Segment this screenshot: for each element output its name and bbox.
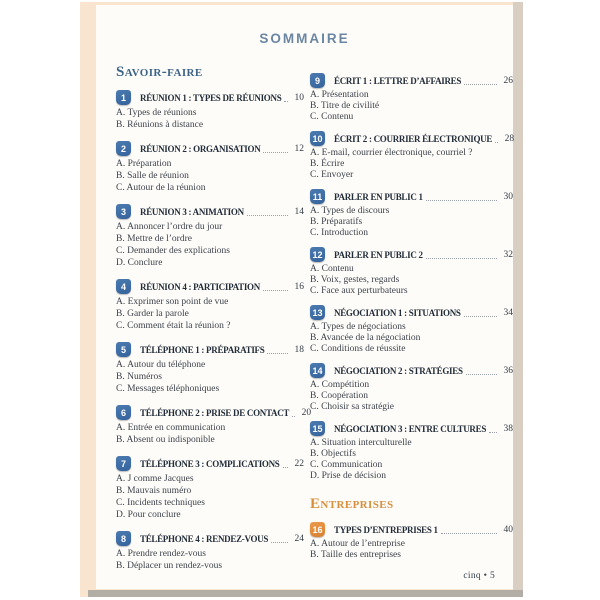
entry-title: PARLER EN PUBLIC 1 [334, 191, 423, 202]
entry-page-number: 16 [294, 281, 304, 292]
toc-subitem: C. Comment était la réunion ? [116, 321, 231, 331]
entry-page-number: 24 [294, 533, 304, 544]
dotted-leader [495, 142, 498, 143]
toc-subitem: B. Coopération [310, 391, 369, 401]
toc-entry [116, 279, 304, 332]
entry-page-number: 26 [503, 75, 513, 86]
entry-title: TYPES D’ENTREPRISES 1 [334, 524, 438, 535]
toc-subitem: B. Déplacer un rendez-vous [116, 561, 223, 571]
toc-subitem: A. Prendre rendez-vous [116, 549, 206, 559]
toc-column-left [116, 64, 312, 582]
entry-title: TÉLÉPHONE 1 : PRÉPARATIFS [140, 344, 265, 355]
toc-entry [310, 421, 513, 482]
toc-subitem: A. Présentation [310, 90, 369, 100]
toc-entry [310, 522, 513, 561]
toc-subitem: A. Préparation [116, 159, 172, 169]
entry-title: NÉGOCIATION 1 : SITUATIONS [334, 307, 461, 318]
toc-subitem: A. Types de réunions [116, 108, 197, 118]
page-right-edge [513, 2, 523, 597]
toc-subitem: C. Face aux perturbateurs [310, 286, 408, 296]
toc-entry [116, 342, 304, 395]
entry-page-number: 28 [504, 133, 515, 144]
entry-number-badge: 14 [310, 363, 325, 378]
entry-title: TÉLÉPHONE 3 : COMPLICATIONS [140, 458, 280, 469]
toc-entry [116, 456, 304, 521]
toc-columns [96, 64, 513, 582]
entry-title: RÉUNION 2 : ORGANISATION [140, 143, 261, 154]
toc-entry [116, 204, 304, 269]
entry-title: PARLER EN PUBLIC 2 [334, 249, 423, 260]
entry-title: RÉUNION 4 : PARTICIPATION [140, 281, 260, 292]
toc-subitem: A. Types de discours [310, 206, 390, 216]
toc-subitem: A. Exprimer son point de vue [116, 297, 229, 307]
toc-subitem: B. Réunions à distance [116, 120, 204, 130]
toc-subitem: A. Contenu [310, 264, 354, 274]
entry-title: NÉGOCIATION 3 : ENTRE CULTURES [334, 423, 487, 434]
dotted-leader [426, 200, 497, 201]
dotted-leader [267, 353, 288, 354]
toc-subitem: C. Conditions de réussite [310, 344, 406, 354]
toc-subitem: D. Pour conclure [116, 510, 181, 520]
dotted-leader [263, 290, 288, 291]
toc-subitem: B. Numéros [116, 372, 162, 382]
toc-entry-heading [310, 363, 513, 378]
toc-entry-heading [310, 421, 513, 436]
toc-entry [116, 90, 304, 131]
dotted-leader [466, 374, 497, 375]
entry-number-badge: 7 [116, 456, 131, 471]
section-entreprises: Entreprises [310, 496, 394, 512]
page-title: SOMMAIRE [259, 31, 350, 46]
entry-page-number: 18 [294, 344, 304, 355]
toc-entry-heading [116, 279, 304, 294]
toc-subitem: D. Prise de décision [310, 471, 386, 481]
toc-subitem: B. Préparatifs [310, 217, 363, 227]
dotted-leader [489, 432, 497, 433]
entry-page-number: 30 [503, 191, 513, 202]
dotted-leader [283, 467, 289, 468]
toc-entry [310, 247, 513, 297]
entry-number-badge: 12 [310, 247, 325, 262]
entry-number-badge: 6 [116, 405, 131, 420]
toc-entry-heading [116, 342, 304, 357]
toc-entry [310, 305, 513, 355]
toc-entry [116, 531, 304, 572]
toc-subitem: C. Envoyer [310, 170, 354, 180]
toc-subitem: C. Demander des explications [116, 246, 230, 256]
toc-subitem: B. Mettre de l’ordre [116, 234, 192, 244]
entry-page-number: 36 [503, 365, 513, 376]
toc-entry-heading [310, 73, 513, 88]
dotted-leader [247, 215, 288, 216]
toc-entry [116, 405, 312, 446]
entry-page-number: 38 [503, 423, 513, 434]
toc-column-right [310, 64, 513, 582]
toc-subitem: A. E-mail, courrier électronique, courriel ? [310, 148, 473, 158]
toc-subitem: B. Absent ou indisponible [116, 435, 215, 445]
entries-savoir-faire-right [310, 73, 513, 482]
toc-subitem: B. Écrire [310, 159, 345, 169]
toc-entry-heading [310, 247, 513, 262]
toc-entry-heading [310, 131, 513, 146]
toc-subitem: B. Voix, gestes, regards [310, 275, 400, 285]
toc-subitem: B. Mauvais numéro [116, 486, 192, 496]
entries-savoir-faire-left [116, 90, 312, 572]
toc-subitem: A. Entrée en communication [116, 423, 226, 433]
toc-subitem: A. Autour de l’entreprise [310, 539, 405, 549]
dotted-leader [464, 316, 497, 317]
entry-title: TÉLÉPHONE 2 : PRISE DE CONTACT [140, 407, 290, 418]
toc-entry-heading [116, 204, 304, 219]
dotted-leader [271, 542, 288, 543]
entry-number-badge: 8 [116, 531, 131, 546]
toc-entry-heading [116, 531, 304, 546]
entry-title: ÉCRIT 2 : COURRIER ÉLECTRONIQUE [334, 133, 493, 144]
entry-number-badge: 10 [310, 131, 325, 146]
entry-page-number: 22 [294, 458, 304, 469]
entry-number-badge: 13 [310, 305, 325, 320]
toc-subitem: B. Taille des entreprises [310, 550, 401, 560]
entry-number-badge: 5 [116, 342, 131, 357]
toc-subitem: A. Autour du téléphone [116, 360, 206, 370]
toc-subitem: A. J comme Jacques [116, 474, 194, 484]
toc-subitem: B. Avancée de la négociation [310, 333, 421, 343]
toc-subitem: C. Messages téléphoniques [116, 384, 220, 394]
page-bottom-shadow [88, 590, 523, 597]
dotted-leader [263, 152, 288, 153]
toc-entry-heading [310, 189, 513, 204]
toc-subitem: C. Contenu [310, 112, 354, 122]
toc-entry-heading [116, 90, 304, 105]
dotted-leader [292, 416, 295, 417]
entry-number-badge: 11 [310, 189, 325, 204]
toc-subitem: B. Salle de réunion [116, 171, 189, 181]
toc-subitem: A. Situation interculturelle [310, 438, 412, 448]
entries-entreprises [310, 522, 513, 561]
entry-page-number: 34 [503, 307, 513, 318]
entry-number-badge: 2 [116, 141, 131, 156]
toc-subitem: A. Annoncer l’ordre du jour [116, 222, 223, 232]
entry-number-badge: 3 [116, 204, 131, 219]
toc-subitem: B. Objectifs [310, 449, 356, 459]
entry-page-number: 10 [294, 92, 304, 103]
section-savoir-faire: Savoir-faire [116, 64, 203, 80]
entry-title: NÉGOCIATION 2 : STRATÉGIES [334, 365, 463, 376]
entry-number-badge: 1 [116, 90, 131, 105]
dotted-leader [464, 84, 497, 85]
toc-subitem: A. Types de négociations [310, 322, 406, 332]
toc-entry-heading [116, 405, 312, 420]
toc-entry-heading [116, 141, 304, 156]
scanned-book-page [80, 2, 523, 597]
toc-subitem: A. Compétition [310, 380, 370, 390]
entry-page-number: 40 [503, 524, 513, 535]
toc-subitem: D. Conclure [116, 258, 163, 268]
entry-title: ÉCRIT 1 : LETTRE D’AFFAIRES [334, 75, 462, 86]
toc-subitem: B. Garder la parole [116, 309, 189, 319]
dotted-leader [426, 258, 497, 259]
toc-entry-heading [116, 456, 304, 471]
entry-number-badge: 9 [310, 73, 325, 88]
toc-entry [310, 73, 513, 123]
toc-entry [310, 363, 513, 413]
toc-subitem: C. Incidents techniques [116, 498, 205, 508]
toc-entry-heading [310, 305, 513, 320]
toc-entry [116, 141, 304, 194]
entry-title: RÉUNION 3 : ANIMATION [140, 206, 244, 217]
toc-entry [310, 189, 513, 239]
toc-subitem: C. Autour de la réunion [116, 183, 206, 193]
entry-page-number: 12 [294, 143, 304, 154]
toc-entry [310, 131, 513, 181]
entry-title: TÉLÉPHONE 4 : RENDEZ-VOUS [140, 533, 269, 544]
entry-title: RÉUNION 1 : TYPES DE RÉUNIONS [140, 92, 282, 103]
entry-page-number: 32 [503, 249, 513, 260]
toc-page [96, 5, 513, 589]
entry-page-number: 20 [301, 407, 312, 418]
entry-page-number: 14 [294, 206, 304, 217]
dotted-leader [284, 101, 288, 102]
entry-number-badge: 16 [310, 522, 325, 537]
toc-subitem: B. Titre de civilité [310, 101, 380, 111]
page-footer: cinq • 5 [463, 571, 495, 581]
toc-subitem: C. Choisir sa stratégie [310, 402, 394, 412]
entry-number-badge: 15 [310, 421, 325, 436]
entry-number-badge: 4 [116, 279, 131, 294]
toc-subitem: C. Communication [310, 460, 383, 470]
toc-entry-heading [310, 522, 513, 537]
dotted-leader [441, 533, 497, 534]
toc-subitem: C. Introduction [310, 228, 369, 238]
